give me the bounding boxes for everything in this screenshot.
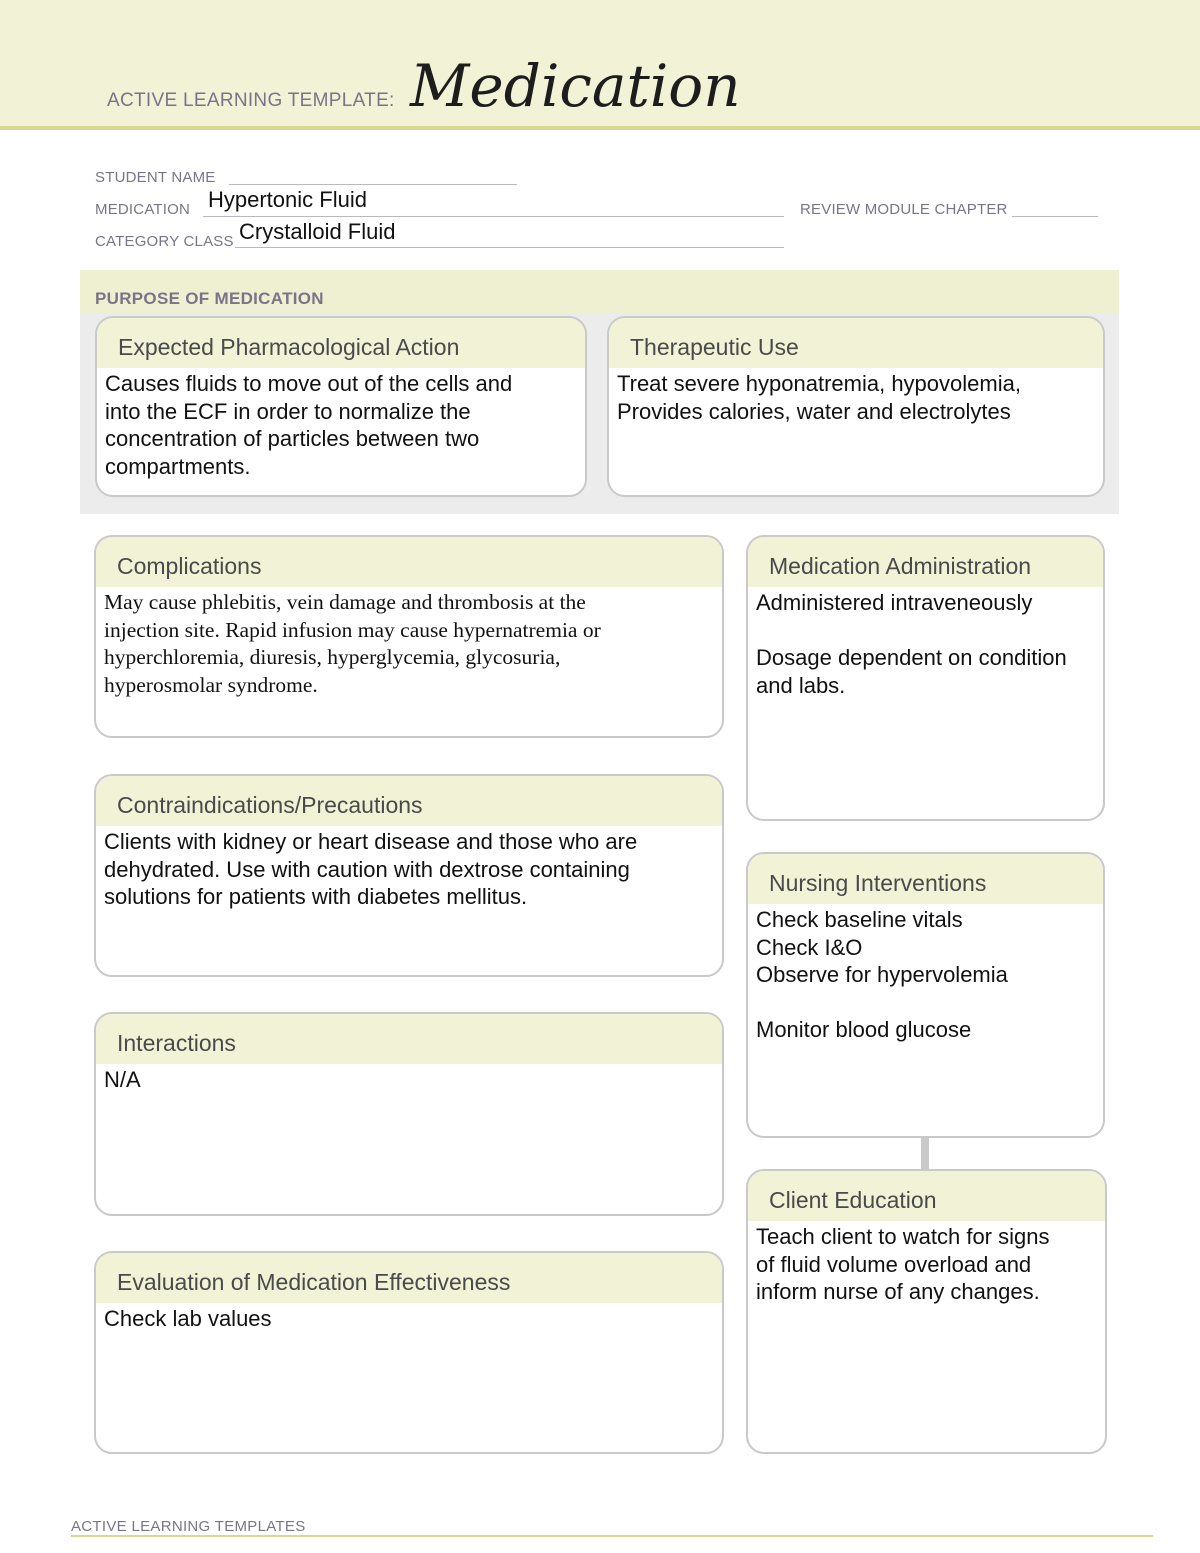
contraindications-header <box>96 776 722 826</box>
administration-title: Medication Administration <box>769 553 1032 579</box>
complications-header <box>96 537 722 587</box>
interactions-box <box>94 1012 724 1216</box>
client-education-text[interactable]: Teach client to watch for signs of fluid volume overload and inform nurse of any changes. <box>756 1224 1050 1304</box>
expected-action-header <box>97 318 585 368</box>
evaluation-box <box>94 1251 724 1454</box>
contraindications-text[interactable]: Clients with kidney or heart disease and those who are dehydrated. Use with caution with dextrose containing solutions for patients with diabetes mellitus. <box>104 829 638 909</box>
medication-label: MEDICATION <box>95 201 191 218</box>
category-class-label: CATEGORY CLASS <box>95 233 234 250</box>
evaluation-title: Evaluation of Medication Effectiveness <box>117 1269 511 1295</box>
therapeutic-use-title: Therapeutic Use <box>630 334 799 360</box>
category-class-field[interactable]: Crystalloid Fluid <box>239 219 396 244</box>
therapeutic-use-header <box>609 318 1103 368</box>
nursing-interventions-text[interactable]: Check baseline vitals Check I&O Observe for hypervolemia Monitor blood glucose <box>756 907 1008 1042</box>
purpose-label: PURPOSE OF MEDICATION <box>95 289 324 308</box>
evaluation-text[interactable]: Check lab values <box>104 1306 272 1331</box>
interactions-text[interactable]: N/A <box>104 1067 141 1092</box>
therapeutic-use-box <box>607 316 1105 497</box>
nursing-interventions-title: Nursing Interventions <box>769 870 987 896</box>
client-education-header <box>748 1171 1105 1221</box>
administration-box <box>746 535 1105 821</box>
complications-title: Complications <box>117 553 262 579</box>
footer-label: ACTIVE LEARNING TEMPLATES <box>71 1518 306 1535</box>
interactions-title: Interactions <box>117 1030 236 1056</box>
administration-header <box>748 537 1103 587</box>
student-name-label: STUDENT NAME <box>95 169 216 186</box>
therapeutic-use-text[interactable]: Treat severe hyponatremia, hypovolemia, Provides calories, water and electrolytes <box>617 371 1021 424</box>
review-module-label: REVIEW MODULE CHAPTER <box>800 201 1008 218</box>
administration-text[interactable]: Administered intraveneously Dosage dependent on condition and labs. <box>756 590 1067 698</box>
contraindications-title: Contraindications/Precautions <box>117 792 423 818</box>
medication-line <box>203 216 784 217</box>
medication-field[interactable]: Hypertonic Fluid <box>208 187 367 212</box>
expected-action-box <box>95 316 587 497</box>
complications-box <box>94 535 724 738</box>
client-education-title: Client Education <box>769 1187 937 1213</box>
interactions-header <box>96 1014 722 1064</box>
complications-text[interactable]: May cause phlebitis, vein damage and thrombosis at the injection site. Rapid infusion may cause hypernatremia or hyperchloremia, diuresis, hyperglycemia, glycosuria, hyperosmolar syndrome. <box>104 590 601 697</box>
nursing-interventions-header <box>748 854 1103 904</box>
contraindications-box <box>94 774 724 977</box>
connector-bar <box>921 1136 929 1169</box>
template-header <box>0 0 1200 130</box>
student-name-line <box>229 184 517 185</box>
expected-action-title: Expected Pharmacological Action <box>118 334 460 360</box>
evaluation-header <box>96 1253 722 1303</box>
category-class-line <box>235 247 784 248</box>
review-module-line <box>1012 216 1098 217</box>
expected-action-text[interactable]: Causes fluids to move out of the cells and into the ECF in order to normalize the concentration of particles between two compartments. <box>105 371 513 479</box>
footer-divider <box>71 1535 1153 1537</box>
page-title: Medication <box>410 52 741 120</box>
client-education-box <box>746 1169 1107 1454</box>
template-label: ACTIVE LEARNING TEMPLATE: <box>107 90 395 111</box>
nursing-interventions-box <box>746 852 1105 1138</box>
